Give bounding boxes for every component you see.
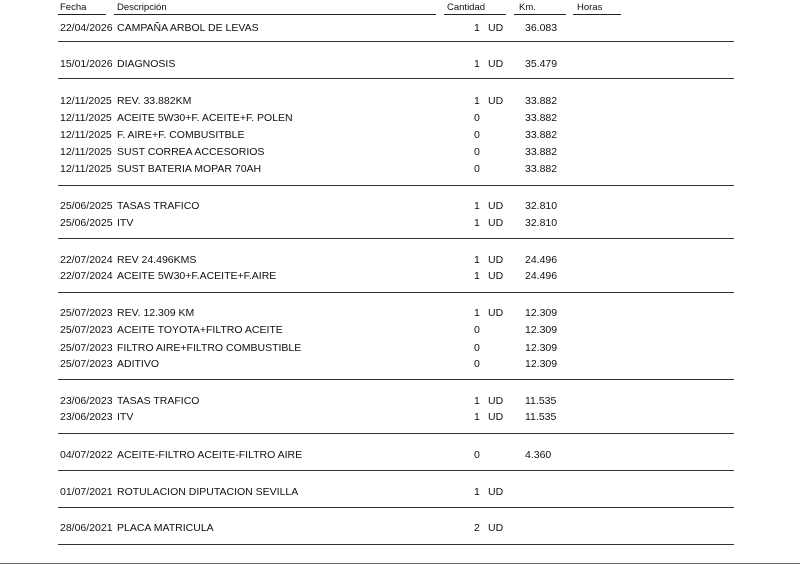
table-row [0,411,800,425]
group-divider [58,41,734,42]
cell-unidad: UD [488,254,504,266]
cell-cantidad: 1 [474,58,480,70]
header-underline-descripcion [114,14,436,15]
table-row [0,22,800,36]
page-bottom-edge [0,563,800,564]
cell-cantidad: 0 [474,358,480,370]
cell-unidad: UD [488,95,504,107]
cell-descripcion: TASAS TRAFICO [117,200,200,212]
cell-km: 11.535 [525,411,557,423]
table-row [0,486,800,500]
group-divider [58,544,734,545]
cell-cantidad: 0 [474,324,480,336]
cell-descripcion: PLACA MATRICULA [117,522,214,534]
cell-descripcion: CAMPAÑA ARBOL DE LEVAS [117,22,259,34]
cell-descripcion: ROTULACION DIPUTACION SEVILLA [117,486,299,498]
cell-unidad: UD [488,395,504,407]
cell-descripcion: ADITIVO [117,358,160,370]
group-divider [58,470,734,471]
cell-descripcion: REV 24.496KMS [117,254,197,266]
cell-km: 12.309 [525,324,558,336]
cell-km: 33.882 [525,112,558,124]
cell-descripcion: DIAGNOSIS [117,58,176,70]
cell-cantidad: 1 [474,200,480,212]
group-divider [58,379,734,380]
cell-cantidad: 0 [474,112,480,124]
cell-unidad: UD [488,217,504,229]
cell-unidad: UD [488,22,504,34]
cell-fecha: 22/07/2024 [60,270,113,282]
header-underline-fecha [58,14,106,15]
cell-cantidad: 1 [474,270,480,282]
cell-unidad: UD [488,522,504,534]
cell-cantidad: 0 [474,146,480,158]
table-row [0,146,800,160]
cell-cantidad: 1 [474,22,480,34]
cell-fecha: 12/11/2025 [60,112,112,124]
header-km: Km. [519,2,536,13]
table-row [0,163,800,177]
cell-descripcion: TASAS TRAFICO [117,395,200,407]
group-divider [58,78,734,79]
cell-descripcion: ACEITE-FILTRO ACEITE-FILTRO AIRE [117,449,303,461]
cell-descripcion: ACEITE 5W30+F.ACEITE+F.AIRE [117,270,277,282]
cell-km: 12.309 [525,307,558,319]
cell-km: 32.810 [525,217,558,229]
table-row [0,324,800,338]
cell-km: 12.309 [525,358,558,370]
cell-fecha: 12/11/2025 [60,95,112,107]
cell-fecha: 01/07/2021 [60,486,113,498]
cell-fecha: 23/06/2023 [60,411,113,423]
cell-fecha: 28/06/2021 [60,522,113,534]
cell-km: 11.535 [525,395,557,407]
header-underline-cantidad [444,14,506,15]
cell-km: 4.360 [525,449,552,461]
header-fecha: Fecha [60,2,87,13]
cell-fecha: 25/07/2023 [60,307,113,319]
header-horas: Horas [577,2,603,13]
cell-cantidad: 1 [474,95,480,107]
cell-fecha: 22/04/2026 [60,22,113,34]
cell-fecha: 25/06/2025 [60,217,113,229]
cell-descripcion: SUST CORREA ACCESORIOS [117,146,265,158]
header-underline-km [514,14,566,15]
group-divider [58,185,734,186]
cell-descripcion: ACEITE 5W30+F. ACEITE+F. POLEN [117,112,293,124]
cell-unidad: UD [488,200,504,212]
cell-descripcion: ACEITE TOYOTA+FILTRO ACEITE [117,324,283,336]
cell-cantidad: 1 [474,254,480,266]
cell-cantidad: 1 [474,411,480,423]
cell-fecha: 12/11/2025 [60,129,112,141]
group-divider [58,507,734,508]
table-row [0,217,800,231]
table-row [0,449,800,463]
cell-unidad: UD [488,486,504,498]
cell-km: 33.882 [525,95,558,107]
cell-descripcion: REV. 33.882KM [117,95,192,107]
cell-unidad: UD [488,58,504,70]
group-divider [58,433,734,434]
cell-descripcion: F. AIRE+F. COMBUSITBLE [117,129,245,141]
cell-fecha: 15/01/2026 [60,58,113,70]
cell-unidad: UD [488,411,504,423]
header-descripcion: Descripción [117,2,167,13]
table-row [0,58,800,72]
cell-cantidad: 1 [474,395,480,407]
cell-unidad: UD [488,307,504,319]
table-row [0,342,800,356]
cell-fecha: 25/07/2023 [60,358,113,370]
table-row [0,200,800,214]
cell-km: 33.882 [525,129,558,141]
cell-descripcion: SUST BATERIA MOPAR 70AH [117,163,262,175]
cell-fecha: 25/06/2025 [60,200,113,212]
cell-unidad: UD [488,270,504,282]
cell-descripcion: ITV [117,411,134,423]
cell-fecha: 22/07/2024 [60,254,113,266]
table-row [0,95,800,109]
cell-cantidad: 0 [474,449,480,461]
cell-km: 35.479 [525,58,558,70]
table-row [0,254,800,268]
cell-cantidad: 2 [474,522,480,534]
cell-cantidad: 1 [474,486,480,498]
group-divider [58,292,734,293]
cell-cantidad: 0 [474,129,480,141]
header-cantidad: Cantidad [447,2,486,13]
table-row [0,112,800,126]
cell-fecha: 23/06/2023 [60,395,113,407]
cell-km: 36.083 [525,22,558,34]
cell-cantidad: 0 [474,163,480,175]
cell-km: 32.810 [525,200,558,212]
cell-descripcion: FILTRO AIRE+FILTRO COMBUSTIBLE [117,342,302,354]
cell-km: 24.496 [525,254,558,266]
cell-cantidad: 1 [474,307,480,319]
cell-km: 33.882 [525,146,558,158]
header-underline-horas [573,14,621,15]
cell-fecha: 12/11/2025 [60,146,112,158]
table-row [0,522,800,536]
table-row [0,270,800,284]
group-divider [58,238,734,239]
cell-fecha: 04/07/2022 [60,449,113,461]
cell-cantidad: 1 [474,217,480,229]
cell-fecha: 25/07/2023 [60,342,113,354]
cell-km: 12.309 [525,342,558,354]
table-row [0,395,800,409]
cell-fecha: 25/07/2023 [60,324,113,336]
table-row [0,358,800,372]
cell-km: 33.882 [525,163,558,175]
table-header [0,0,800,18]
cell-descripcion: ITV [117,217,134,229]
table-row [0,129,800,143]
cell-descripcion: REV. 12.309 KM [117,307,195,319]
cell-cantidad: 0 [474,342,480,354]
cell-km: 24.496 [525,270,558,282]
cell-fecha: 12/11/2025 [60,163,112,175]
table-row [0,307,800,321]
